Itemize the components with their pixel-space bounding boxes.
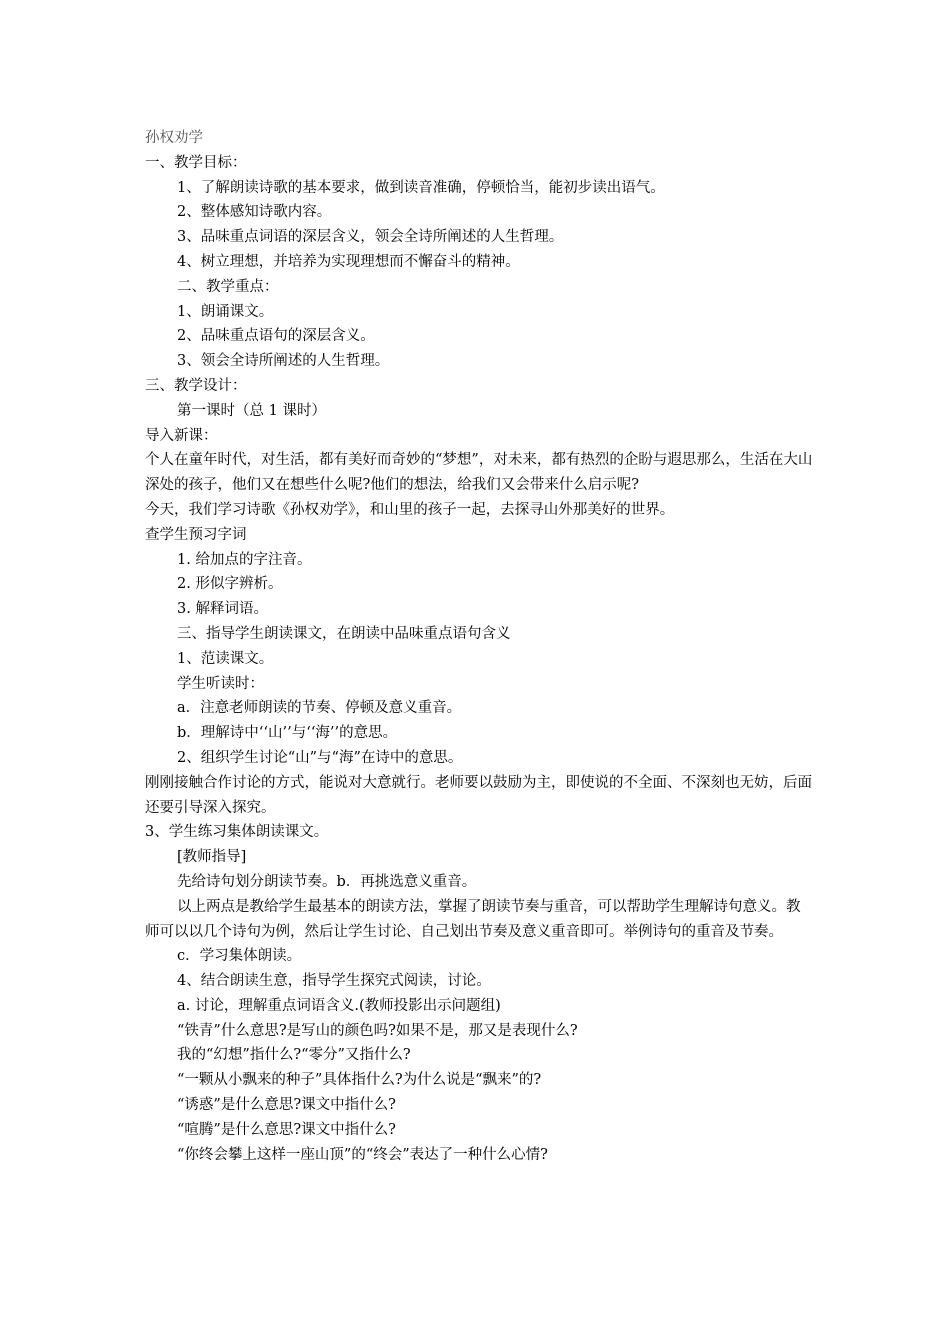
text-line: 1、了解朗读诗歌的基本要求，做到读音准确，停顿恰当，能初步读出语气。: [177, 179, 665, 196]
text-line: 2. 形似字辨析。: [177, 576, 283, 593]
document-title: 孙权劝学: [145, 130, 203, 146]
document-body: [145, 151, 813, 1168]
text-line: a．注意老师朗读的节奏、停顿及意义重音。: [177, 700, 462, 717]
text-line: 以上两点是教给学生最基本的朗读方法，掌握了朗读节奏与重音，可以帮助学生理解诗句意义。教师可以以几个诗句为例，然后让学生讨论、自己划出节奏及意义重音即可。举例诗句的重音及节奏。: [145, 898, 801, 940]
text-line: “一颗从小飘来的种子”具体指什么?为什么说是“飘来”的?: [177, 1072, 542, 1089]
text-line: 2、整体感知诗歌内容。: [177, 204, 332, 221]
text-line: 3、学生练习集体朗读课文。: [145, 824, 329, 841]
text-line: 2、组织学生讨论“山”与“海”在诗中的意思。: [177, 749, 463, 766]
text-line: “喧腾”是什么意思?课文中指什么?: [177, 1121, 396, 1138]
text-line: 3. 解释词语。: [177, 601, 268, 618]
text-line: 3、领会全诗所阐述的人生哲理。: [177, 353, 390, 370]
text-line: 4、树立理想，并培养为实现理想而不懈奋斗的精神。: [177, 253, 520, 270]
text-line: 1、范读课文。: [177, 650, 274, 667]
text-line: 查学生预习字词: [145, 526, 247, 543]
text-line: 4、结合朗读生意，指导学生探究式阅读，讨论。: [177, 973, 491, 990]
text-line: 1. 给加点的字注音。: [177, 551, 312, 568]
text-line: 3、品味重点词语的深层含义，领会全诗所阐述的人生哲理。: [177, 229, 564, 246]
text-line: 个人在童年时代，对生活，都有美好而奇妙的“梦想”，对未来，都有热烈的企盼与遐思那么，生活在大山深处的孩子，他们又在想些什么呢?他们的想法，给我们又会带来什么启示呢?: [145, 452, 813, 494]
text-line: 先给诗句划分朗读节奏。b．再挑选意义重音。: [177, 873, 477, 890]
text-line: 我的“幻想”指什么?“零分”又指什么?: [177, 1047, 411, 1064]
text-line: 三、教学设计：: [145, 377, 247, 394]
text-line: b．理解诗中‘‘山’’与‘‘海’’的意思。: [177, 725, 398, 742]
text-line: a. 讨论，理解重点词语含义.(教师投影出示问题组): [177, 997, 501, 1014]
text-line: “诱惑”是什么意思?课文中指什么?: [177, 1097, 396, 1114]
text-line: 1、朗诵课文。: [177, 303, 274, 320]
text-line: 三、指导学生朗读课文，在朗读中品味重点语句含义: [177, 625, 511, 642]
text-line: 第一课时（总 1 课时）: [177, 402, 326, 419]
text-line: “你终会攀上这样一座山顶”的“终会”表达了一种什么心情?: [177, 1146, 548, 1163]
text-line: 刚刚接触合作讨论的方式，能说对大意就行。老师要以鼓励为主，即使说的不全面、不深刻也无妨，后面还要引导深入探究。: [145, 774, 812, 816]
text-line: “铁青”什么意思?是写山的颜色吗?如果不是，那又是表现什么?: [177, 1022, 578, 1039]
text-line: 一、教学目标：: [145, 154, 247, 171]
text-line: [教师指导]: [177, 849, 247, 866]
text-line: 今天，我们学习诗歌《孙权劝学》，和山里的孩子一起，去探寻山外那美好的世界。: [145, 501, 675, 518]
document-page: [145, 126, 813, 1167]
text-line: 导入新课：: [145, 427, 218, 444]
text-line: 二、教学重点：: [177, 278, 279, 295]
text-line: 学生听读时：: [177, 675, 264, 692]
text-line: c．学习集体朗读。: [177, 948, 302, 965]
text-line: 2、品味重点语句的深层含义。: [177, 328, 375, 345]
